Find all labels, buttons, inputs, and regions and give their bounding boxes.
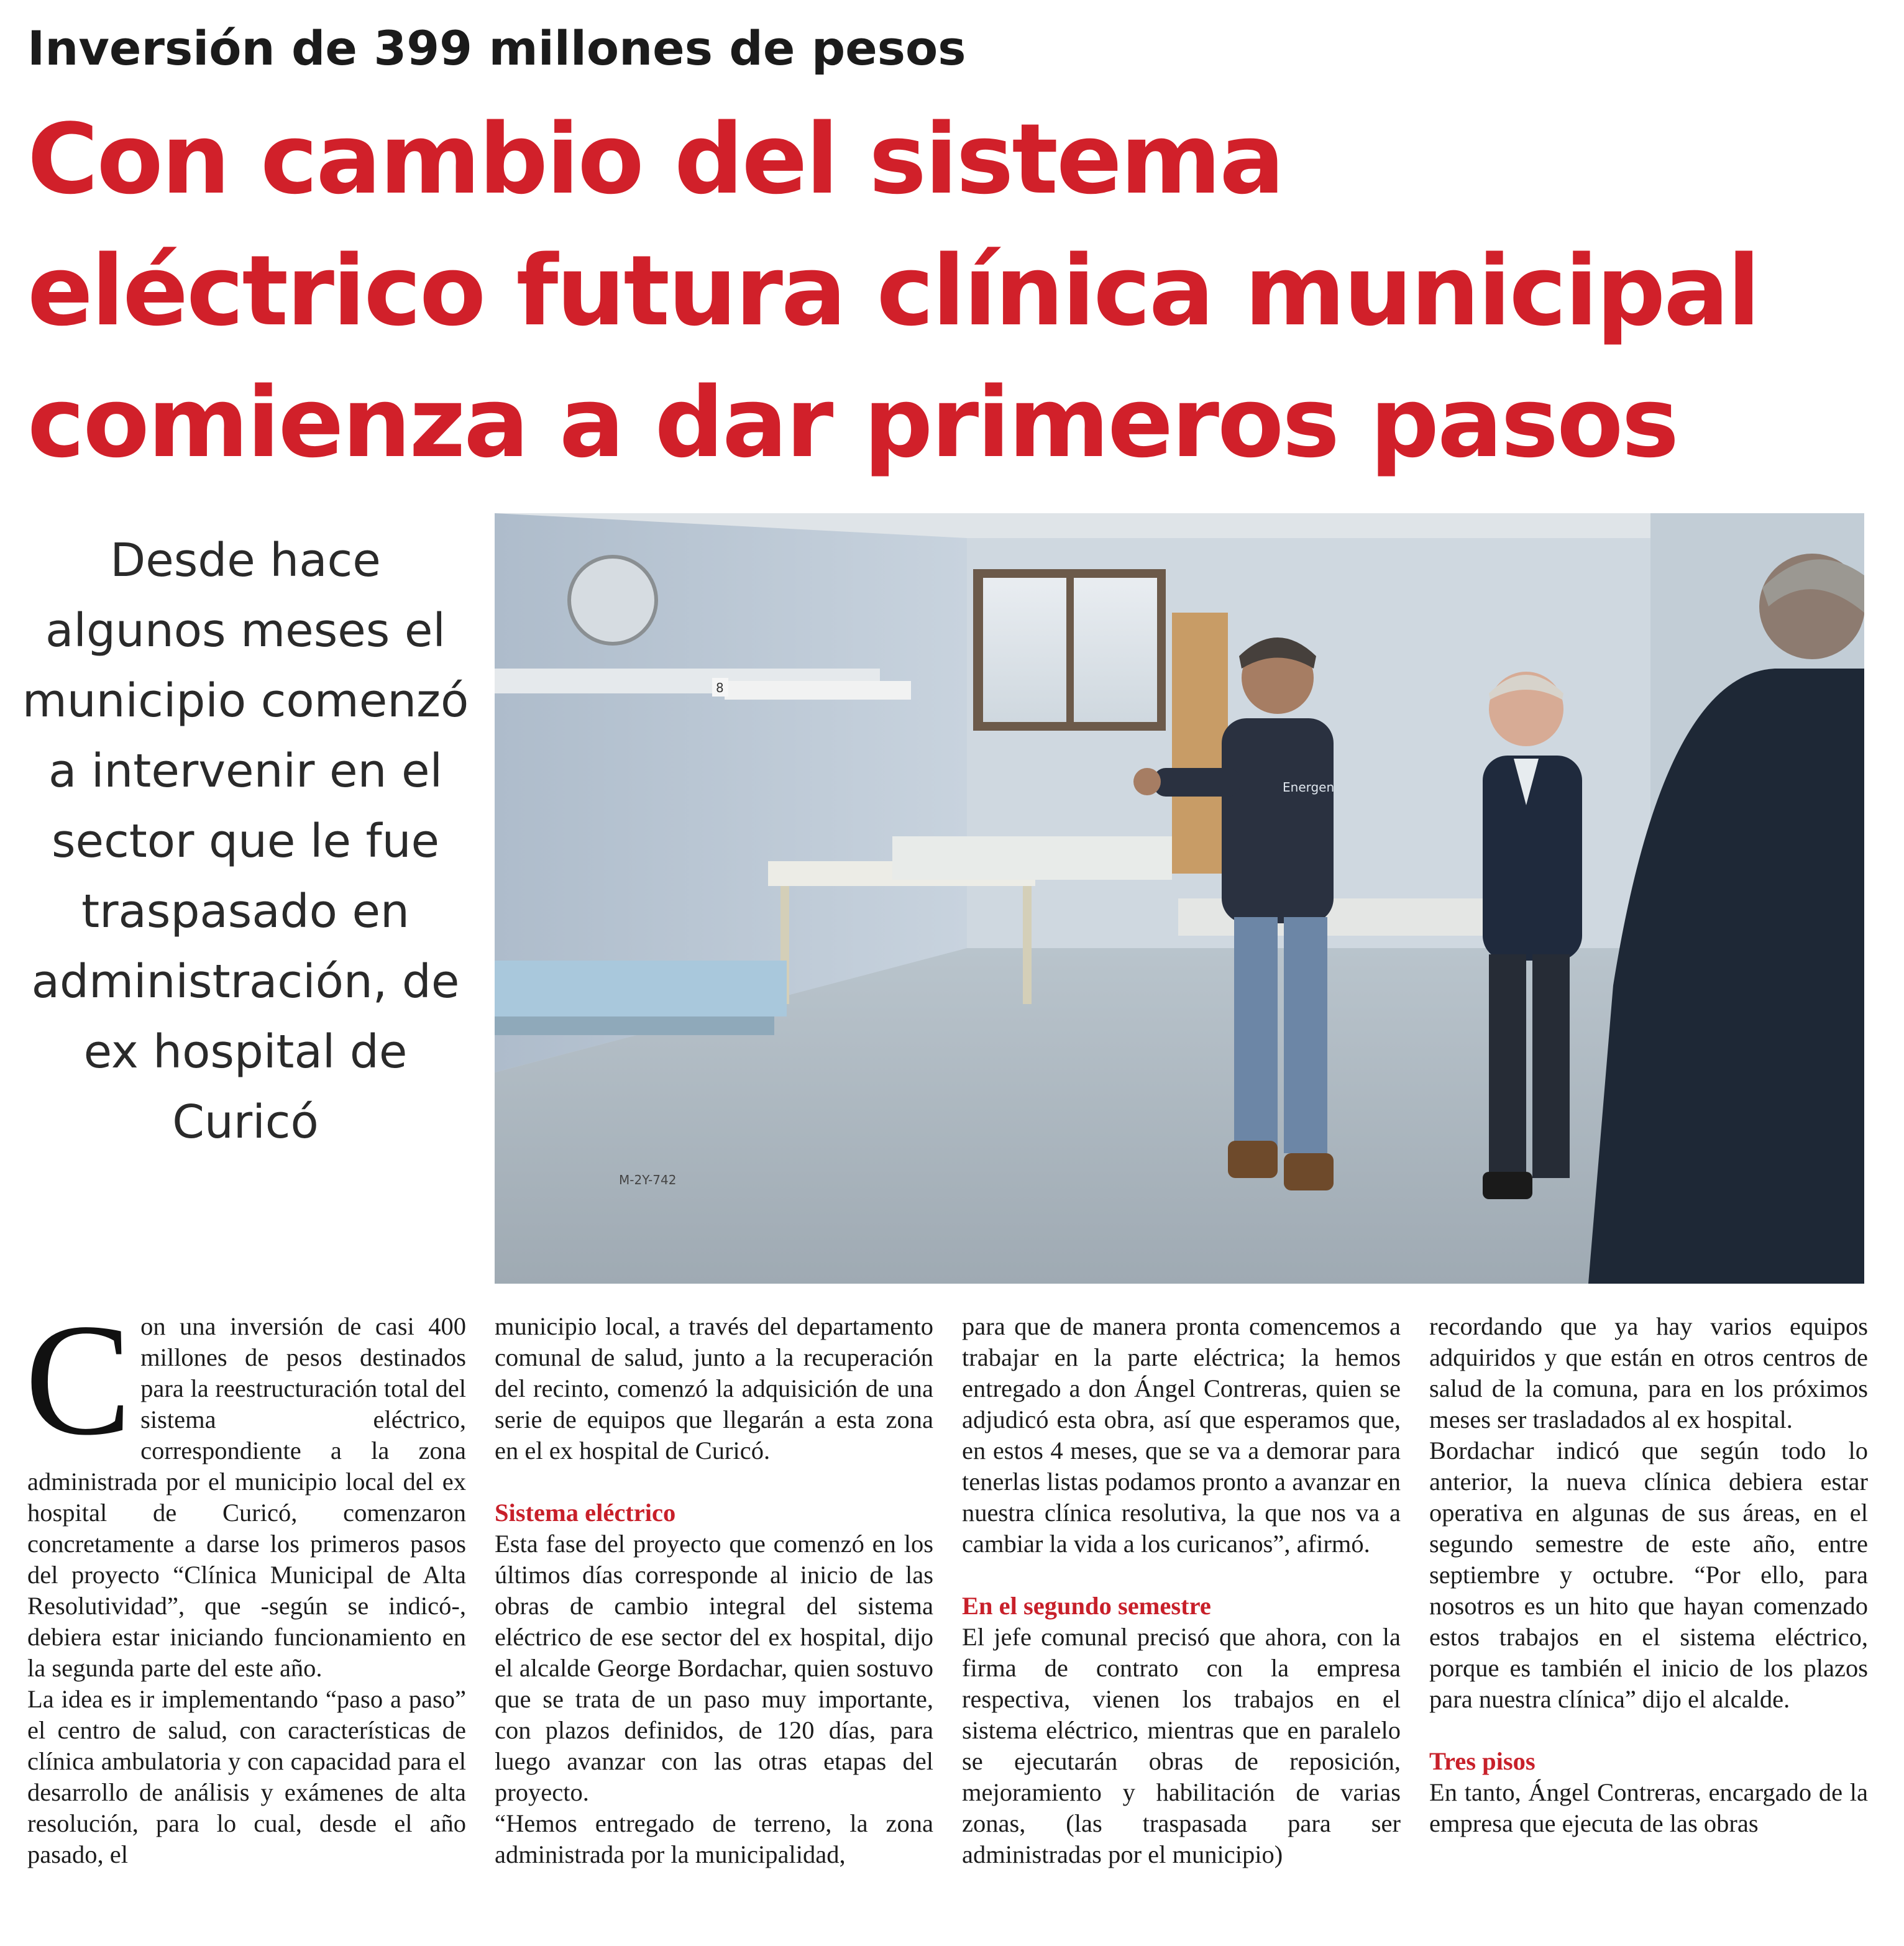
subheading-sistema-electrico: Sistema eléctrico [495,1499,676,1527]
paragraph: municipio local, a través del departamento comunal de salud, junto a la recuperación del recinto, comenzó la adquisición de una serie de equipos que llegarán a esta zona en el ex hospital de Curicó. [495,1312,933,1464]
kicker-heading: Inversión de 399 millones de pesos [27,21,966,76]
article-headline [27,93,1885,488]
photo-illustration [495,513,1864,1284]
article-column-2 [495,1311,933,1870]
paragraph: Esta fase del proyecto que comenzó en los últimos días corresponde al inicio de las obras de cambio integral del sistema eléctrico de ese sector del ex hospital, dijo el alcalde George Bordachar, quien sostuvo que se trata de un paso muy importante, con plazos definidos, de 120 días, para luego avanzar con las otras etapas del proyecto. [495,1530,933,1806]
paragraph: recordando que ya hay varios equipos adquiridos y que están en otros centros de salud de la comuna, para en los próximos meses ser trasladados al ex hospital. [1429,1312,1868,1433]
subheading-tres-pisos: Tres pisos [1429,1747,1536,1775]
article-photo [495,513,1864,1284]
paragraph: Bordachar indicó que según todo lo anterior, la nueva clínica debiera estar operativa en algunas de sus áreas, en el segundo semestre de este año, entre septiembre y octubre. “Por ello, para nosotros es un hito que hayan comenzado estos trabajos en el sistema eléctrico, porque es también el inicio de los plazos para nuestra clínica” dijo el alcalde. [1429,1437,1868,1713]
bed-plate: M-2Y-742 [619,1172,677,1187]
paragraph: on una inversión de casi 400 millones de pesos destinados para la reestructuración total del sistema eléctrico, correspondiente a la zona administrada por el municipio local del ex hospital de Curicó, comenzaron concretamente a darse los primeros pasos del proyecto “Clínica Municipal de Alta Resolutividad”, que -según se indicó-, debiera estar iniciando funcionamiento en la segunda parte del este año. [27,1312,466,1682]
lead-paragraph: Desde hace algunos meses el municipio comenzó a intervenir en el sector que le fue traspasado en administración, de ex hospital de Curicó [22,534,469,1149]
paragraph: “Hemos entregado de terreno, la zona administrada por la municipalidad, [495,1809,933,1868]
jacket-logo: Energen [1283,780,1335,795]
article-column-3 [962,1311,1401,1870]
paragraph: La idea es ir implementando “paso a paso” el centro de salud, con características de clínica ambulatoria y con capacidad para el desarrollo de análisis y exámenes de alta resolución, para lo cual, desde el año pasado, el [27,1685,466,1868]
bed-number: 8 [716,680,724,695]
headline-line-2: eléctrico futura clínica municipal [27,234,1759,347]
article-body [25,1290,1868,1939]
drop-cap: C [25,1290,132,1468]
paragraph: En tanto, Ángel Contreras, encargado de la empresa que ejecuta de las obras [1429,1778,1868,1837]
headline-line-1: Con cambio del sistema [27,103,1283,216]
paragraph: El jefe comunal precisó que ahora, con la firma de contrato con la empresa respectiva, vienen los trabajos en el sistema eléctrico, mientras que en paralelo se ejecutarán obras de reposición, mejoramiento y habilitación de varias zonas, (las traspasada para ser administradas por el municipio) [962,1623,1401,1868]
article-column-1 [25,1290,466,1870]
paragraph: para que de manera pronta comencemos a trabajar en la parte eléctrica; la hemos entregado a don Ángel Contreras, quien se adjudicó esta obra, así que esperamos que, en estos 4 meses, que se va a demorar para tenerlas listas podamos pronto a avanzar en nuestra clínica resolutiva, la que nos va a cambiar la vida a los curicanos”, afirmó. [962,1312,1401,1558]
article-column-4 [1429,1311,1868,1839]
headline-line-3: comienza a dar primeros pasos [27,366,1678,479]
subheading-segundo-semestre: En el segundo semestre [962,1592,1211,1620]
